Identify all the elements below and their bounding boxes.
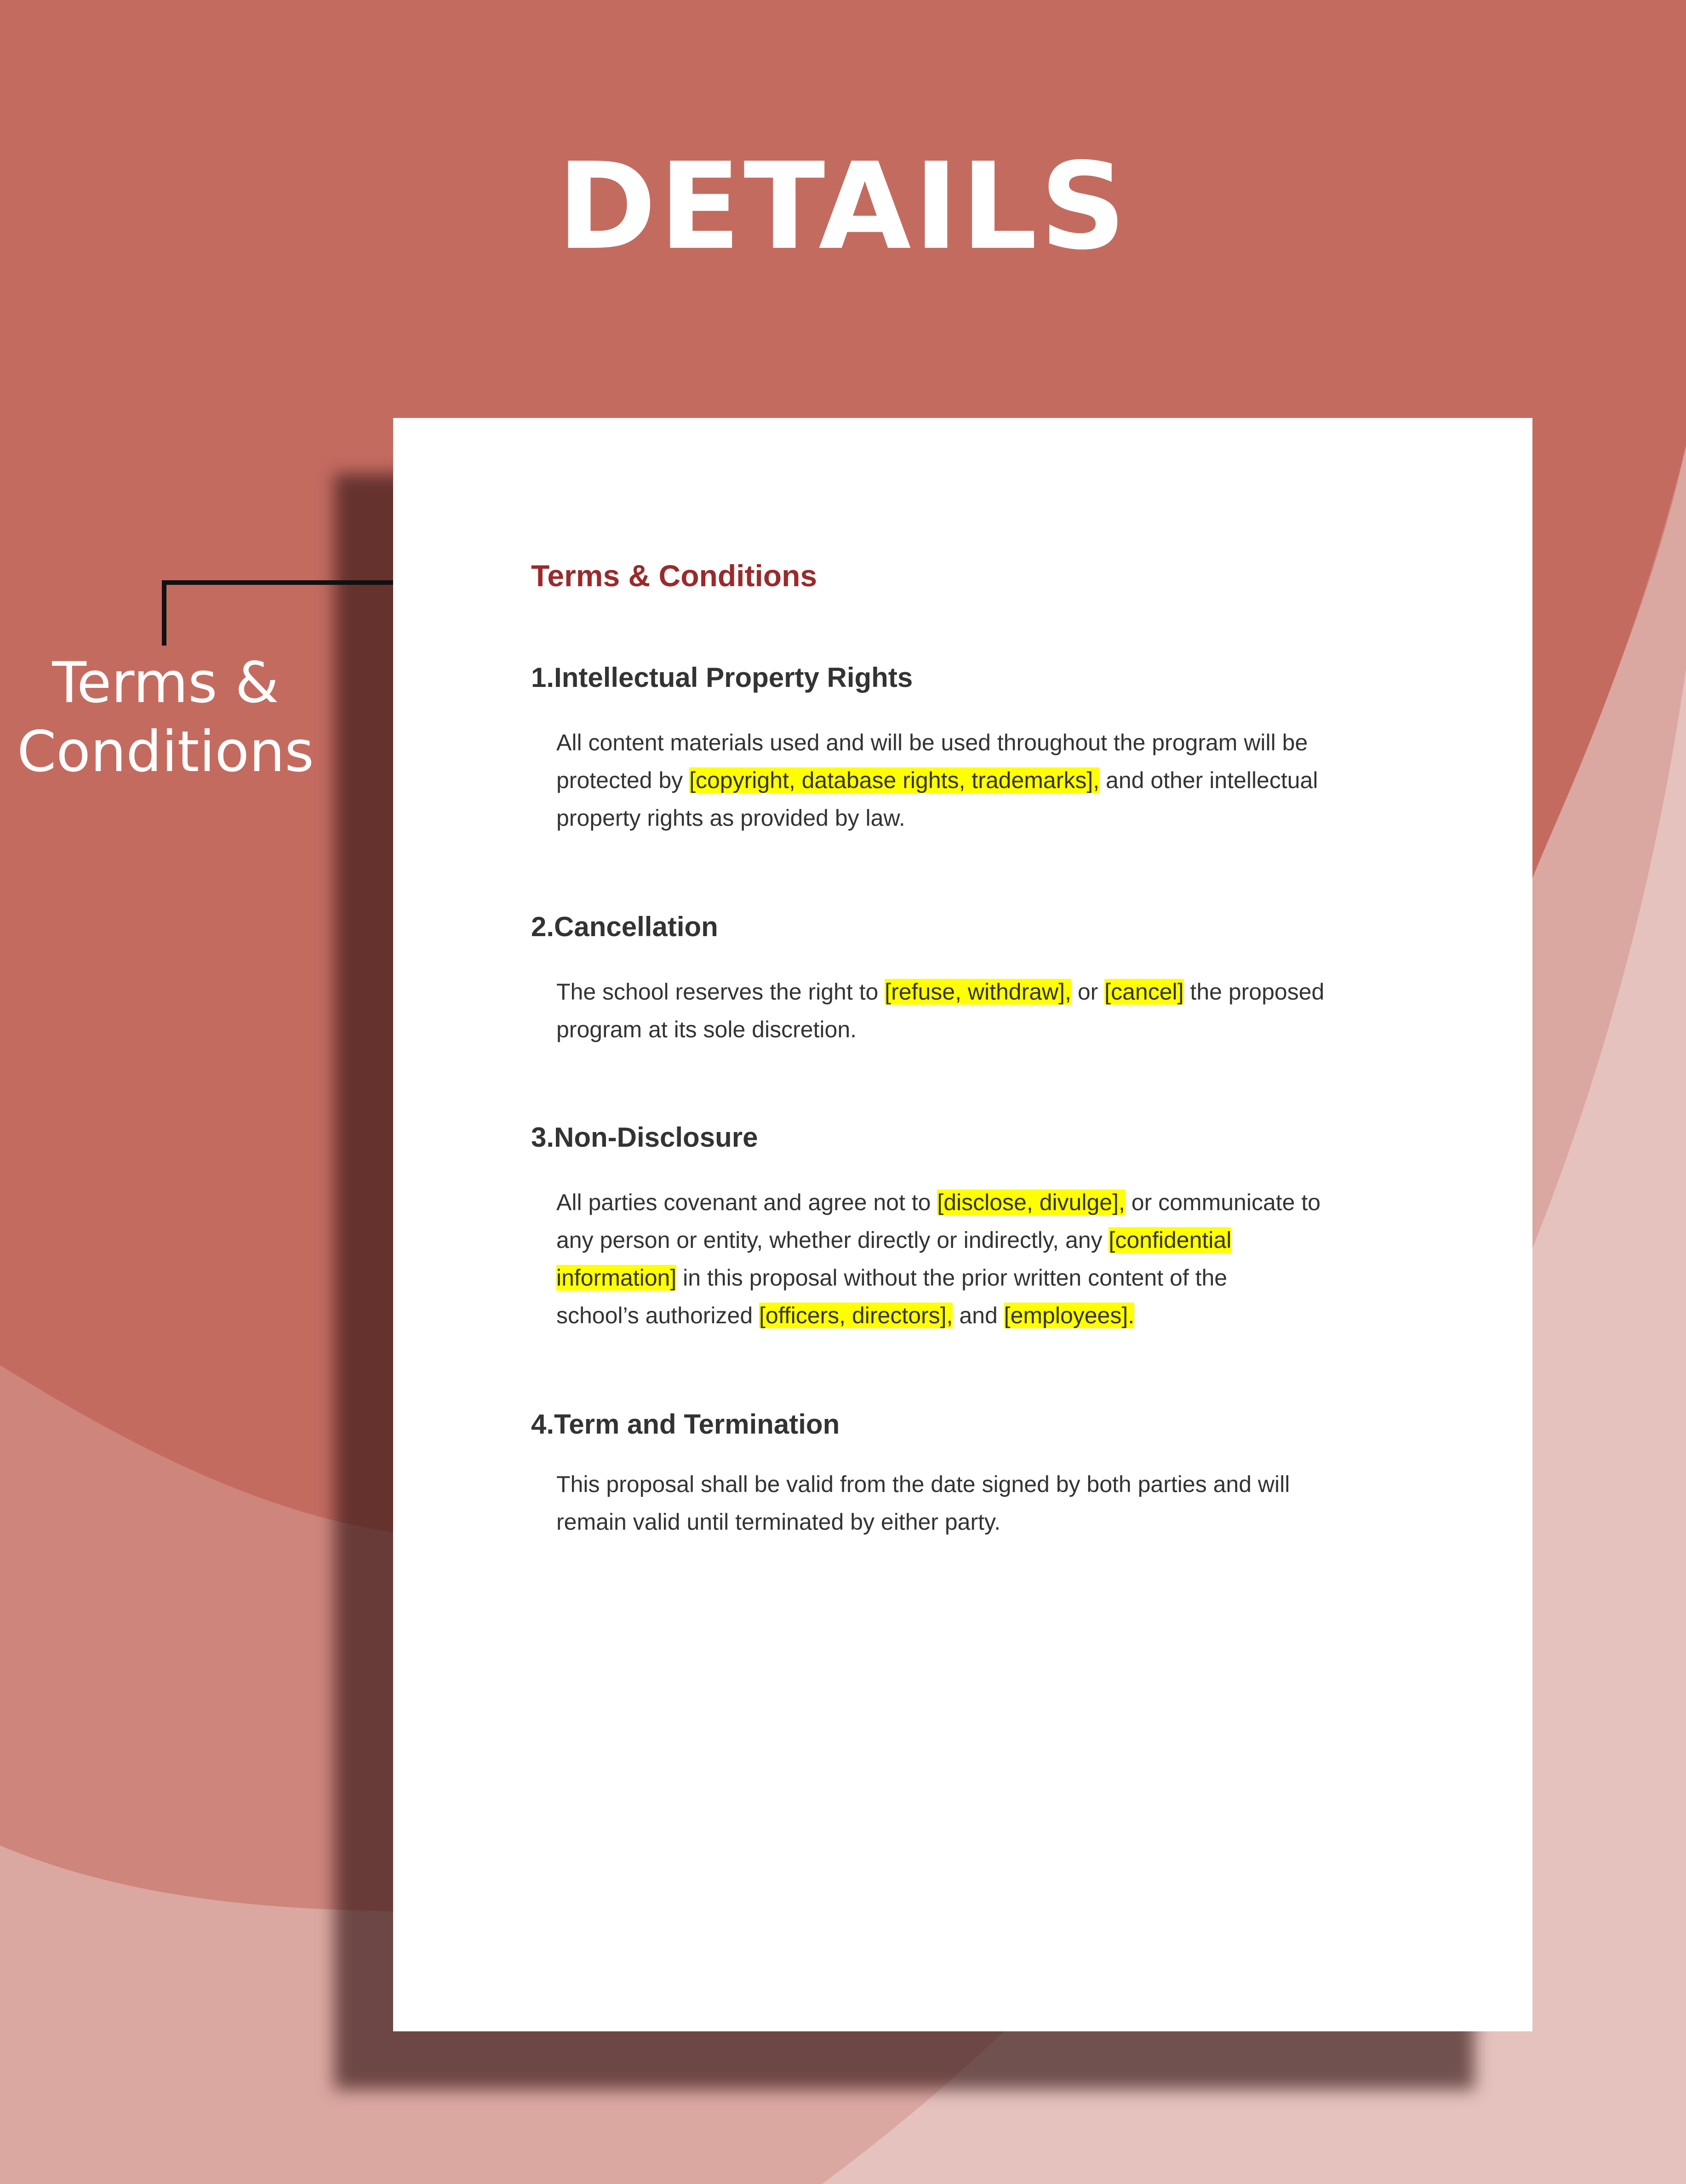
text-line — [556, 799, 1318, 837]
text-line — [556, 1259, 1320, 1297]
text-line — [556, 1297, 1320, 1334]
text-segment: remain valid until terminated by either party. — [556, 1509, 1001, 1535]
text-line — [556, 761, 1318, 799]
highlighted-placeholder: [confidential — [1109, 1227, 1232, 1253]
side-label-line2: Conditions — [17, 719, 314, 784]
text-line — [556, 724, 1318, 761]
text-line — [556, 1503, 1290, 1541]
text-segment: or communicate to — [1125, 1189, 1321, 1215]
document-title: Terms & Conditions — [531, 559, 817, 593]
side-label — [0, 648, 331, 786]
text-line — [556, 1465, 1290, 1503]
text-line — [556, 1011, 1324, 1048]
highlighted-placeholder: information] — [556, 1265, 677, 1291]
section-heading: 3.Non-Disclosure — [531, 1122, 758, 1153]
text-segment: and other intellectual — [1099, 767, 1318, 793]
text-segment: school’s authorized — [556, 1303, 760, 1328]
page-heading: DETAILS — [557, 137, 1129, 276]
text-segment: and — [953, 1303, 1004, 1328]
highlighted-placeholder: [officers, directors], — [759, 1303, 953, 1328]
section-body — [556, 973, 1324, 1048]
text-line — [556, 973, 1324, 1011]
document-page — [393, 418, 1532, 2031]
text-segment: any person or entity, whether directly or indirectly, any — [556, 1227, 1109, 1253]
text-line — [556, 1221, 1320, 1259]
section-heading: 4.Term and Termination — [531, 1409, 840, 1440]
section-heading: 2.Cancellation — [531, 911, 718, 942]
highlighted-placeholder: [employees]. — [1004, 1303, 1135, 1328]
connector-line-vertical — [162, 580, 166, 646]
highlighted-placeholder: [cancel] — [1104, 979, 1184, 1005]
section-heading: 1.Intellectual Property Rights — [531, 662, 913, 693]
text-segment: property rights as provided by law. — [556, 805, 905, 831]
text-line — [556, 1183, 1320, 1221]
highlighted-placeholder: [refuse, withdraw], — [885, 979, 1071, 1005]
text-segment: The school reserves the right to — [556, 979, 885, 1005]
text-segment: in this proposal without the prior written content of the — [676, 1265, 1228, 1291]
text-segment: All content materials used and will be used throughout the program will be — [556, 730, 1308, 755]
highlighted-placeholder: [disclose, divulge], — [937, 1189, 1125, 1215]
text-segment: the proposed — [1183, 979, 1325, 1005]
text-segment: All parties covenant and agree not to — [556, 1189, 937, 1215]
text-segment: or — [1071, 979, 1105, 1005]
text-segment: This proposal shall be valid from the date signed by both parties and will — [556, 1471, 1290, 1497]
text-segment: program at its sole discretion. — [556, 1017, 857, 1042]
section-body — [556, 1465, 1290, 1541]
side-label-line1: Terms & — [52, 650, 279, 715]
section-body — [556, 1183, 1320, 1334]
highlighted-placeholder: [copyright, database rights, trademarks], — [689, 767, 1100, 793]
text-segment: protected by — [556, 767, 690, 793]
section-body — [556, 724, 1318, 837]
